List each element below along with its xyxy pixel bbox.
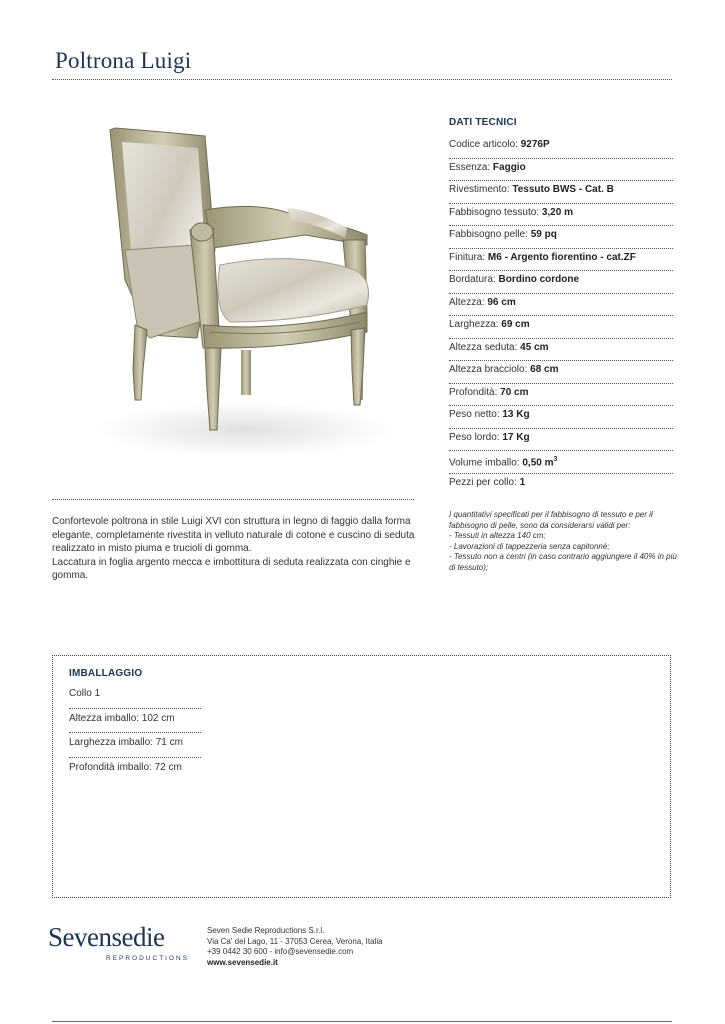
spec-label: Altezza: [449,296,488,308]
spec-row [449,271,673,294]
company-website[interactable]: www.sevensedie.it [207,957,278,967]
spec-row [449,316,673,339]
spec-label: Altezza bracciolo: [449,364,531,375]
spec-value: 45 cm [520,341,549,353]
packaging-row: Larghezza imballo: 71 cm [69,733,201,758]
spec-row [449,136,673,159]
spec-label: Fabbisogno pelle: [449,229,531,240]
spec-row [449,249,673,272]
technical-data-heading: DATI TECNICI [449,117,517,128]
note-line: - Lavorazioni di tappezzeria senza capitonnè; [449,541,610,551]
spec-label: Bordatura: [449,274,499,285]
spec-row [449,339,673,362]
spec-value: 1 [519,476,526,488]
note-line: I quantitativi specificati per il fabbisogno di tessuto e per il fabbisogno di pelle, sono da considerarsi validi per: [449,510,653,530]
spec-row [449,181,673,204]
spec-row [449,294,673,317]
spec-row [449,361,673,384]
spec-label: Altezza seduta: [449,341,521,353]
spec-label: Essenza: [449,161,493,173]
packaging-heading: IMBALLAGGIO [69,668,143,679]
spec-value: 9276P [520,139,550,150]
company-name: Seven Sedie Reproductions S.r.l. [207,926,325,935]
spec-value: 59 pq [530,229,557,240]
description-paragraph: Laccatura in foglia argento mecca e imbottitura di seduta realizzata con cinghie e gomma. [52,556,411,581]
company-info [207,926,383,968]
photo-divider [52,499,414,500]
product-description [52,515,432,583]
brand-logo [48,922,193,970]
spec-row [449,451,673,474]
armchair-photo [55,100,415,490]
spec-value: Tessuto BWS - Cat. B [512,184,614,195]
spec-label: Larghezza: [449,319,502,330]
company-address: Via Ca' del Lago, 11 - 37053 Cerea, Verona, Italia [207,936,383,946]
logo-wordmark: Sevensedie [48,922,165,952]
spec-label: Pezzi per collo: [449,476,520,488]
note-line: - Tessuto non a centri (in caso contrario aggiungere il 40% in più di tessuto); [449,552,677,572]
spec-value: Faggio [492,161,526,173]
spec-row [449,159,673,182]
spec-value: Bordino cordone [498,274,580,285]
page-title: Poltrona Luigi [55,48,192,73]
fabric-note [449,510,679,574]
packaging-row: Profondità imballo: 72 cm [69,761,182,773]
spec-row [449,226,673,249]
packaging-box [52,655,671,898]
spec-value: 96 cm [487,296,516,308]
logo-tagline: REPRODUCTIONS [106,955,190,962]
spec-label: Volume imballo: [449,457,523,469]
spec-value: 70 cm [500,386,529,398]
spec-label: Peso lordo: [449,431,503,443]
company-contact: +39 0442 30 600 - info@sevensedie.com [207,947,354,956]
footer-divider [52,1021,672,1022]
spec-value: 68 cm [530,364,559,375]
spec-value: 3,20 m [541,206,573,218]
title-divider [52,79,672,80]
packaging-list [69,668,201,782]
spec-label: Fabbisogno tessuto: [449,206,542,218]
spec-label: Codice articolo: [449,139,521,150]
spec-value: M6 - Argento fiorentino - cat.ZF [487,251,636,263]
spec-row [449,474,673,497]
spec-row [449,204,673,227]
note-line: - Tessuti in altezza 140 cm; [449,531,546,541]
technical-data [449,116,673,496]
spec-superscript: 3 [553,456,558,463]
description-paragraph: Confortevole poltrona in stile Luigi XVI con struttura in legno di faggio dalla forma elegante, completamente rivestita in velluto naturale di cotone e cuscino di seduta realizzato in misto piuma e trucioli di gomma. [52,516,415,554]
spec-value: 0,50 m [522,457,554,469]
spec-value: 69 cm [501,319,530,330]
spec-label: Finitura: [449,251,488,263]
spec-label: Peso netto: [449,409,503,420]
spec-row [449,406,673,429]
packaging-row: Collo 1 [69,684,201,709]
spec-value: 13 Kg [502,409,530,420]
spec-row [449,429,673,452]
spec-row [449,384,673,407]
spec-label: Rivestimento: [449,184,513,195]
packaging-row: Altezza imballo: 102 cm [69,709,201,734]
spec-label: Profondità: [449,386,501,398]
spec-value: 17 Kg [502,431,530,443]
